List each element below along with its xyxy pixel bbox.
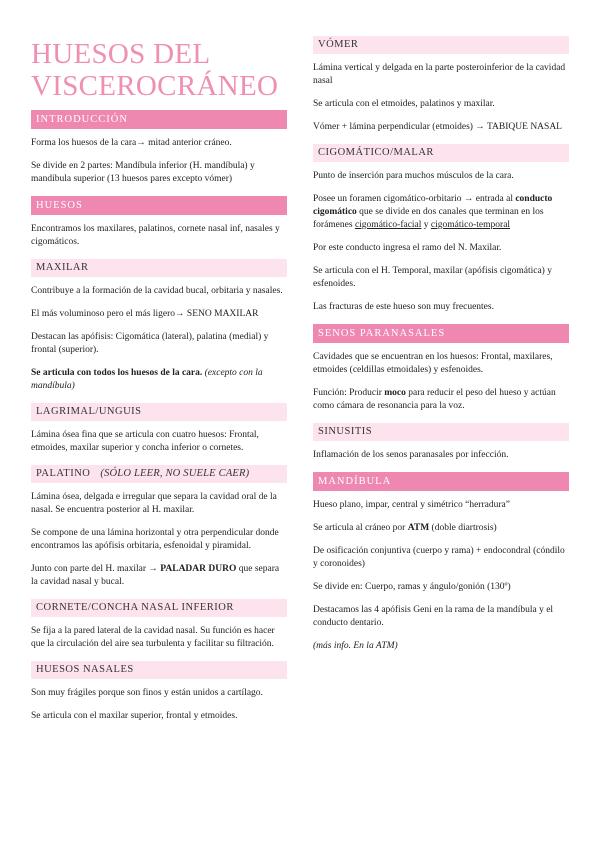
section-header-mandibula: MANDÍBULA (313, 472, 569, 491)
section-header-vomer: VÓMER (313, 36, 569, 54)
cigomatico-paragraph-1: Punto de inserción para muchos músculos de la cara. (313, 171, 514, 181)
section-header-lagrimal: LAGRIMAL/UNGUIS (31, 403, 287, 421)
section-header-senos-paranasales: SENOS PARANASALES (313, 324, 569, 343)
mandibula-paragraph-3: De osificación conjuntiva (cuerpo y rama) + endocondral (cóndilo y coronoides) (313, 546, 565, 569)
mandibula-paragraph-4: Se divide en: Cuerpo, ramas y ángulo/gonión (130º) (313, 582, 511, 592)
vomer-paragraph-3: Vómer + lámina perpendicular (etmoides) → TABIQUE NASAL (313, 122, 562, 132)
senos-bold-text: moco (384, 388, 406, 398)
cigomatico-paragraph-4: Se articula con el H. Temporal, maxilar (apófisis cigomática) y esfenoides. (313, 266, 552, 289)
left-column (31, 0, 287, 733)
cigomatico-paragraph-5: Las fracturas de este hueso son muy frecuentes. (313, 302, 494, 312)
palatino-text-a: Junto con parte del H. maxilar → (31, 564, 158, 574)
lagrimal-paragraph-1: Lámina ósea fina que se articula con cuatro huesos: Frontal, etmoides, maxilar superior y concha inferior o cornetes. (31, 430, 259, 453)
senos-text-a: Función: Producir (313, 388, 382, 398)
cigomatico-text-a: Posee un foramen cigomático-orbitario → entrada al (313, 194, 513, 204)
nasales-paragraph-2: Se articula con el maxilar superior, frontal y etmoides. (31, 711, 238, 721)
sinusitis-paragraph-1: Inflamación de los senos paranasales por infección. (313, 450, 509, 460)
cigomatico-text-b: que se divide en dos canales que terminan en los forámenes (313, 207, 544, 230)
cigomatico-bold-text: conducto cigomático (313, 194, 553, 217)
vomer-paragraph-1: Lámina vertical y delgada en la parte posteroinferior de la cavidad nasal (313, 63, 566, 86)
palatino-text-b: que separa la cavidad nasal y bucal. (31, 564, 280, 587)
maxilar-paragraph-3: Destacan las apófisis: Cigomática (lateral), palatina (medial) y frontal (superior). (31, 332, 269, 355)
maxilar-paragraph-4 (31, 367, 287, 393)
intro-paragraph-2: Se divide en 2 partes: Mandíbula inferior (H. mandíbula) y mandíbula superior (13 huesos pares excepto vómer) (31, 161, 255, 184)
title-line-1: HUESOS DEL (31, 38, 211, 70)
palatino-paragraph-3 (31, 563, 287, 589)
nasales-paragraph-1: Son muy frágiles porque son finos y están unidos a cartílago. (31, 688, 263, 698)
section-header-cornete: CORNETE/CONCHA NASAL INFERIOR (31, 599, 287, 617)
senos-text-b: para reducir el peso del hueso y actúan como cámara de resonancia para la voz. (313, 388, 556, 411)
palatino-paragraph-2: Se compone de una lámina horizontal y otra perpendicular donde encontramos las apófisis orbitaria, esfenoidal y piramidal. (31, 528, 279, 551)
mandibula-paragraph-1: Hueso plano, impar, central y simétrico “herradura” (313, 500, 510, 510)
cigomatico-underline-2: cigomático-temporal (430, 220, 511, 230)
right-column (313, 0, 569, 663)
section-header-cigomatico: CIGOMÁTICO/MALAR (313, 144, 569, 162)
huesos-paragraph-1: Encontramos los maxilares, palatinos, cornete nasal inf, nasales y cigomáticos. (31, 224, 280, 247)
mandibula-text-b: (doble diartrosis) (431, 523, 497, 533)
section-header-palatino (31, 465, 287, 483)
palatino-header-label: PALATINO (36, 468, 91, 479)
vomer-paragraph-2: Se articula con el etmoides, palatinos y maxilar. (313, 99, 495, 109)
maxilar-bold-text: Se articula con todos los huesos de la cara. (31, 368, 203, 378)
section-header-huesos: HUESOS (31, 196, 287, 215)
section-header-maxilar: MAXILAR (31, 259, 287, 277)
cornete-paragraph-1: Se fija a la pared lateral de la cavidad nasal. Su función es hacer que la circulación del aire sea turbulenta y facilitar su filtración. (31, 626, 275, 649)
section-header-sinusitis: SINUSITIS (313, 423, 569, 441)
palatino-bold-text: PALADAR DURO (160, 564, 237, 574)
cigomatico-paragraph-3: Por este conducto ingresa el ramo del N. Maxilar. (313, 243, 502, 253)
mandibula-text-a: Se articula al cráneo por (313, 523, 406, 533)
intro-paragraph-1: Forma los huesos de la cara→ mitad anterior cráneo. (31, 138, 232, 148)
mandibula-paragraph-5: Destacamos las 4 apófisis Geni en la rama de la mandíbula y el conducto dentario. (313, 605, 554, 628)
palatino-header-note: (SÓLO LEER, NO SUELE CAER) (100, 468, 250, 479)
section-header-introduccion: INTRODUCCIÓN (31, 110, 287, 129)
senos-paragraph-2 (313, 387, 569, 413)
page-title (31, 0, 287, 102)
maxilar-paragraph-1: Contribuye a la formación de la cavidad bucal, orbitaria y nasales. (31, 286, 283, 296)
palatino-paragraph-1: Lámina ósea, delgada e irregular que separa la cavidad oral de la nasal. Se encuentra posterior al H. maxilar. (31, 492, 277, 515)
mandibula-bold-text: ATM (407, 523, 430, 533)
cigomatico-text-c: y (423, 220, 429, 230)
maxilar-paragraph-2: El más voluminoso pero el más ligero→ SENO MAXILAR (31, 309, 259, 319)
senos-paragraph-1: Cavidades que se encuentran en los huesos: Frontal, maxilares, etmoides (celdillas etmoidales) y esfenoides. (313, 352, 553, 375)
cigomatico-underline-1: cigomático-facial (354, 220, 422, 230)
mandibula-paragraph-6: (más info. En la ATM) (313, 641, 398, 651)
maxilar-italic-note: (excepto con la mandíbula) (31, 368, 263, 391)
mandibula-paragraph-2 (313, 522, 569, 535)
title-line-2: VISCEROCRÁNEO (31, 70, 279, 102)
cigomatico-paragraph-2 (313, 193, 569, 232)
section-header-huesos-nasales: HUESOS NASALES (31, 661, 287, 679)
